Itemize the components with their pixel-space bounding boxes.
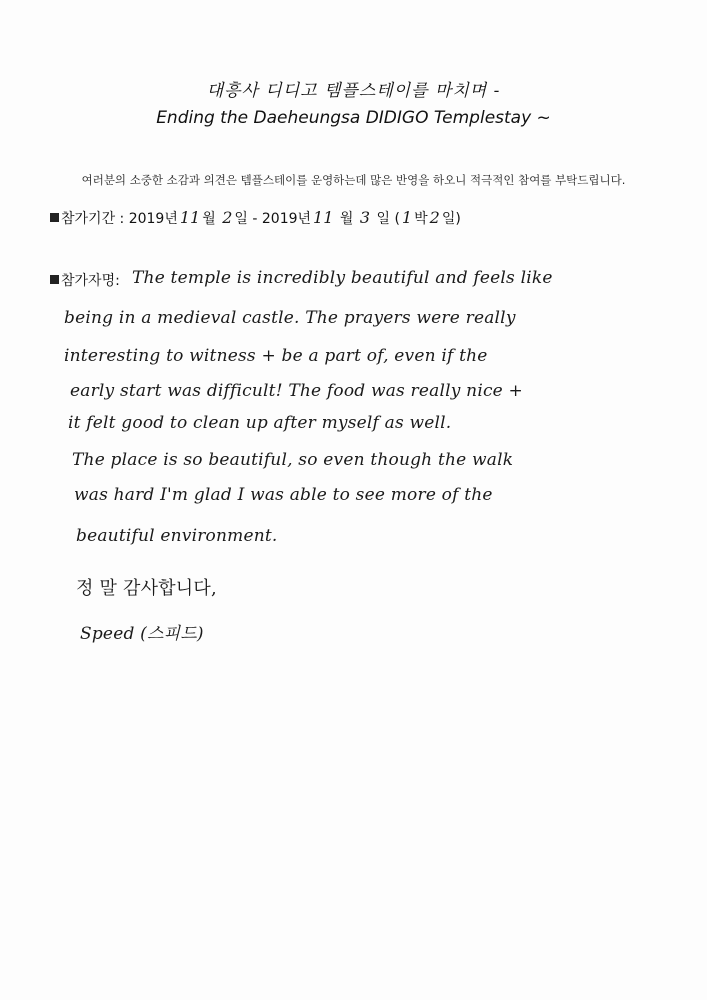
period-days: 2 [429, 208, 440, 227]
period-start-month: 11 [179, 208, 201, 227]
period-days-unit: 일) [441, 211, 461, 227]
participation-period-row [50, 208, 461, 228]
period-end-day: 3 [359, 208, 371, 227]
period-nights: 1 [401, 208, 413, 227]
handwritten-line: The place is so beautiful, so even though the walk [72, 450, 514, 470]
participant-label-text: 참가자명: [61, 273, 120, 289]
period-day-unit-2: 일 ( [376, 211, 400, 227]
handwritten-line: was hard I'm glad I was able to see more of the [74, 485, 493, 505]
title-korean: 대흥사 디디고 템플스테이를 마치며 - [206, 81, 501, 101]
period-month-unit-2: 월 [339, 211, 354, 227]
period-day-unit: 일 - 2019년 [234, 211, 312, 227]
period-label: 참가기간 : 2019년 [61, 211, 178, 227]
handwritten-line: interesting to witness + be a part of, even if the [64, 346, 488, 366]
participant-label [50, 270, 120, 290]
handwritten-line: beautiful environment. [76, 526, 278, 546]
handwritten-line: it felt good to clean up after myself as well. [68, 413, 452, 433]
title-english: Ending the Daeheungsa DIDIGO Templestay ~ [156, 108, 551, 128]
period-month-unit: 월 [202, 211, 216, 227]
handwritten-line: early start was difficult! The food was really nice + [70, 381, 523, 401]
period-end-month: 11 [313, 208, 334, 227]
handwritten-line: 정 말 감사합니다, [76, 578, 217, 599]
intro-text: 여러분의 소중한 소감과 의견은 템플스테이를 운영하는데 많은 반영을 하오니 적극적인 참여를 부탁드립니다. [81, 173, 626, 187]
handwritten-line: The temple is incredibly beautiful and feels like [132, 268, 553, 288]
bullet-square-icon [50, 213, 59, 222]
handwritten-signature-line: Speed (스피드) [80, 624, 204, 644]
handwritten-line: being in a medieval castle. The prayers were really [64, 308, 516, 328]
bullet-square-icon [50, 275, 59, 284]
period-start-day: 2 [222, 208, 233, 227]
period-nights-unit: 박 [414, 211, 428, 227]
